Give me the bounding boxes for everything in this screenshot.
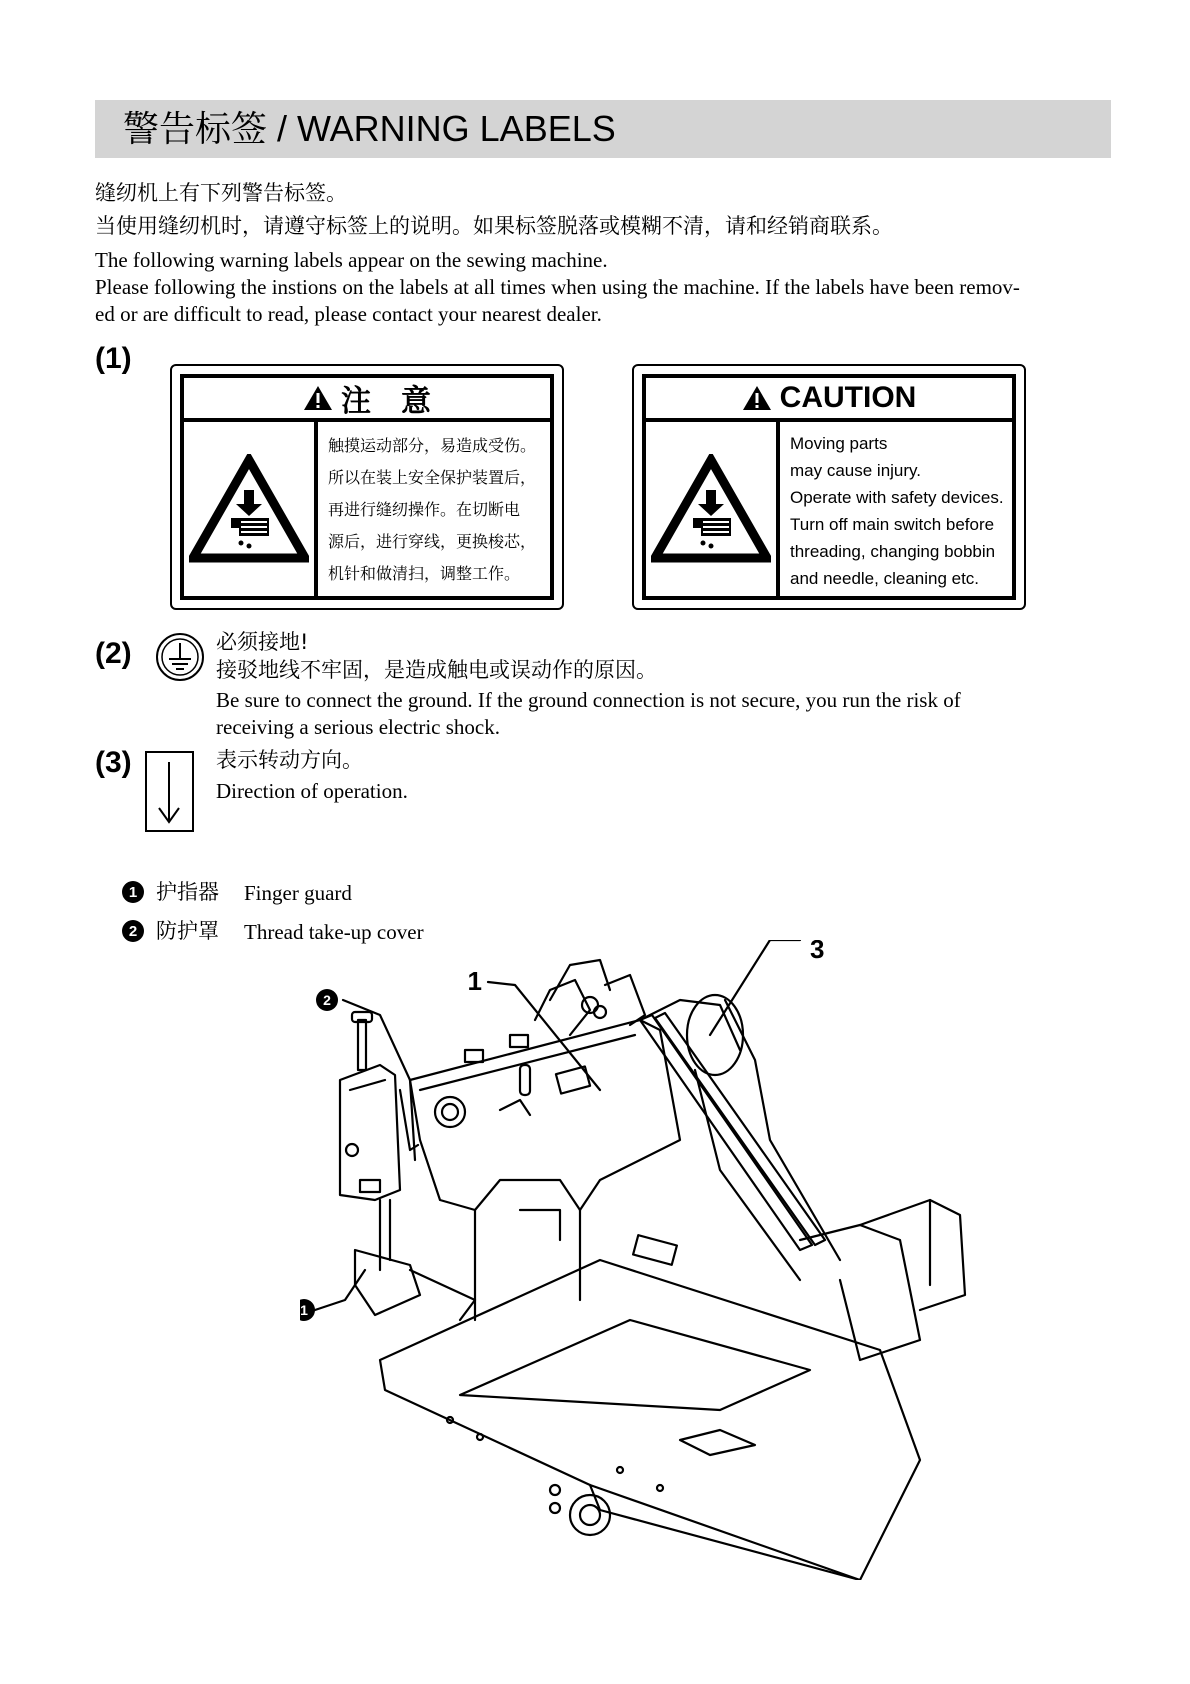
part-number-badge: 2 bbox=[122, 920, 144, 942]
part-1-cn: 护指器 bbox=[156, 880, 219, 904]
page-title: 警告标签 / WARNING LABELS bbox=[123, 108, 616, 149]
intro-en-line-1: The following warning labels appear on the sewing machine. bbox=[95, 248, 608, 272]
part-2-cn: 防护罩 bbox=[156, 919, 219, 943]
section-2-number: (2) bbox=[95, 637, 132, 670]
part-1-en: Finger guard bbox=[244, 881, 352, 905]
hand-crush-hazard-icon bbox=[651, 454, 771, 564]
label-heading-cn: 注 意 bbox=[184, 378, 550, 422]
section-2-cn-line-2: 接驳地线不牢固，是造成触电或误动作的原因。 bbox=[216, 658, 657, 682]
section-header bbox=[95, 100, 1111, 158]
ground-symbol-icon bbox=[155, 632, 205, 682]
warning-label-cn bbox=[170, 364, 564, 610]
direction-arrow-icon bbox=[144, 750, 196, 834]
section-2-cn-line-1: 必须接地! bbox=[216, 630, 309, 654]
sewing-machine-diagram bbox=[300, 940, 1040, 1580]
callout-2: 2 bbox=[323, 992, 331, 1008]
intro-cn-line-1: 缝纫机上有下列警告标签。 bbox=[95, 181, 347, 205]
hand-crush-hazard-icon bbox=[189, 454, 309, 564]
callout-3-label: 3 bbox=[810, 940, 825, 964]
intro-cn-line-2: 当使用缝纫机时，请遵守标签上的说明。如果标签脱落或模糊不清，请和经销商联系。 bbox=[95, 214, 893, 238]
callout-1-label: 1 bbox=[467, 966, 482, 996]
hand-hazard-cell bbox=[184, 422, 318, 596]
warning-triangle-icon bbox=[303, 385, 333, 411]
warning-triangle-icon bbox=[742, 385, 772, 411]
section-2-en-line-1: Be sure to connect the ground. If the ground connection is not secure, you run the risk of bbox=[216, 688, 961, 712]
section-1-number: (1) bbox=[95, 342, 132, 375]
part-number-badge: 1 bbox=[122, 881, 144, 903]
label-text-cn: 触摸运动部分，易造成受伤。 所以在装上安全保护装置后， 再进行缝纫操作。在切断电 源后，进行穿线，更换梭芯， 机针和做清扫，调整工作。 bbox=[328, 436, 537, 583]
intro-en-line-3: ed or are difficult to read, please contact your nearest dealer. bbox=[95, 302, 602, 326]
callout-1: 1 bbox=[300, 1302, 308, 1318]
label-text-en: Moving parts may cause injury. Operate with safety devices. Turn off main switch before threading, changing bobbin and needle, cleaning etc. bbox=[790, 434, 1004, 588]
intro-en-line-2: Please following the instions on the labels at all times when using the machine. If the labels have been remov- bbox=[95, 275, 1020, 299]
section-3-cn: 表示转动方向。 bbox=[216, 748, 363, 772]
warning-label-en bbox=[632, 364, 1026, 610]
hand-hazard-cell bbox=[646, 422, 780, 596]
part-2-en: Thread take-up cover bbox=[244, 920, 424, 944]
section-3-number: (3) bbox=[95, 746, 132, 779]
section-2-en-line-2: receiving a serious electric shock. bbox=[216, 715, 500, 739]
label-heading-en: CAUTION bbox=[646, 378, 1012, 422]
section-3-en: Direction of operation. bbox=[216, 779, 408, 803]
